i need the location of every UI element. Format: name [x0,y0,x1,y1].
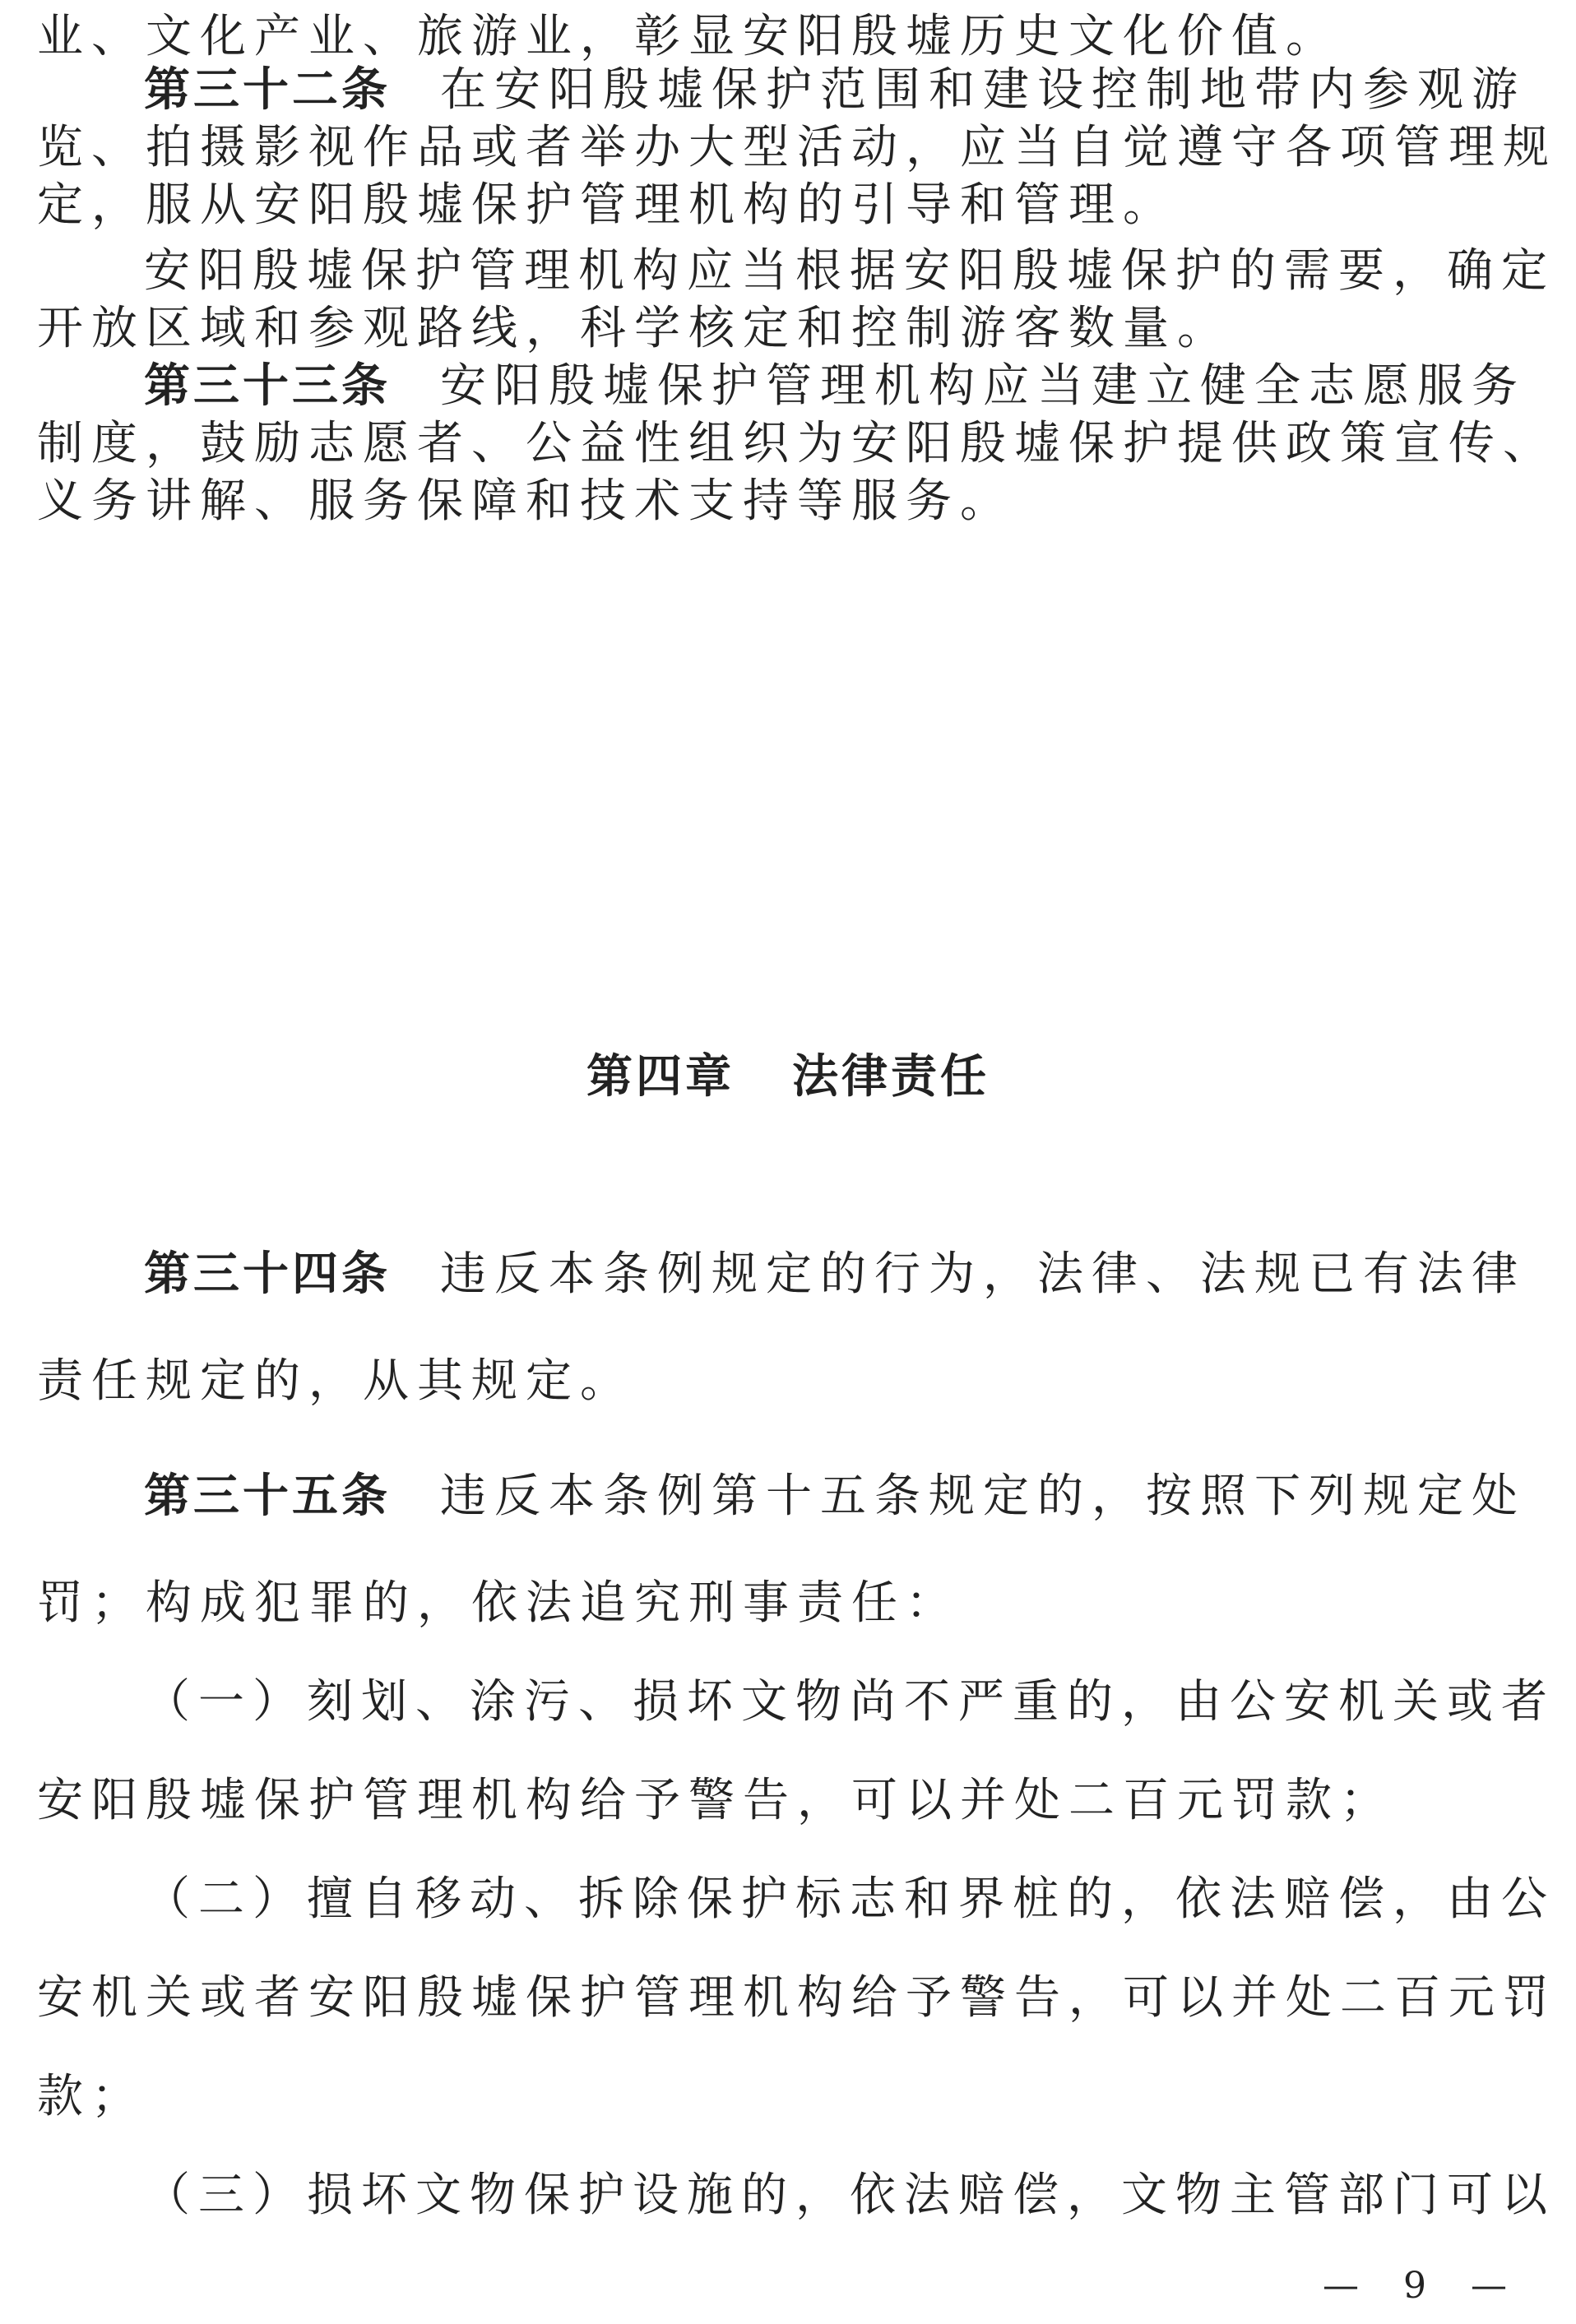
line-text: 罚；构成犯罪的，依法追究刑事责任： [37,1576,960,1630]
line-text: 安机关或者安阳殷墟保护管理机构给予警告，可以并处二百元罚 [37,1971,1557,2025]
paragraph-line [37,1349,1542,1414]
article-title-32: 第三十二条 [144,63,391,117]
line-text: 览、拍摄影视作品或者举办大型活动，应当自觉遵守各项管理规 [37,121,1557,174]
line-text: 在安阳殷墟保护范围和建设控制地带内参观游 [440,63,1526,117]
line-text: 业、文化产业、旅游业，彰显安阳殷墟历史文化价值。 [37,10,1340,63]
article-34-line [144,1242,1542,1308]
line-text: 责任规定的，从其规定。 [37,1354,634,1408]
line-text: 制度，鼓励志愿者、公益性组织为安阳殷墟保护提供政策宣传、 [37,417,1557,470]
clause-1-line [144,1669,1555,1735]
line-text: （一）刻划、涂污、损坏文物尚不严重的，由公安机关或者 [144,1675,1555,1729]
article-title-35: 第三十五条 [144,1470,391,1523]
paragraph-line [37,296,1542,362]
line-text: 定，服从安阳殷墟保护管理机构的引导和管理。 [37,178,1177,232]
page-number: — 9 — [1323,2265,1523,2307]
line-text: 安阳殷墟保护管理机构应当建立健全志愿服务 [440,359,1526,413]
paragraph-line [37,1768,1542,1834]
chapter-heading [0,1044,1576,1110]
article-32-line [144,58,1542,123]
paragraph-line [37,1571,1542,1637]
line-text: （三）损坏文物保护设施的，依法赔偿，文物主管部门可以 [144,2169,1555,2222]
clause-3-line [144,2163,1555,2229]
chapter-number: 第四章 [586,1050,735,1104]
article-title-33: 第三十三条 [144,359,391,413]
paragraph-line [37,411,1557,477]
line-text: （二）擅自移动、拆除保护标志和界桩的，依法赔偿，由公 [144,1873,1555,1926]
clause-2-line [144,1867,1555,1933]
chapter-title: 法律责任 [792,1050,990,1104]
article-title-34: 第三十四条 [144,1248,391,1301]
line-text: 开放区域和参观路线，科学核定和控制游客数量。 [37,302,1231,355]
line-text: 义务讲解、服务保障和技术支持等服务。 [37,475,1014,528]
paragraph-line [37,115,1557,181]
paragraph-line [37,469,1542,535]
paragraph-line [37,2064,1542,2130]
paragraph-line [144,238,1555,304]
article-33-line [144,354,1542,419]
line-text: 款； [37,2070,146,2123]
paragraph-line [37,1965,1557,2031]
line-text: 违反本条例规定的行为，法律、法规已有法律 [440,1248,1526,1301]
paragraph-line [37,173,1542,238]
line-text: 安阳殷墟保护管理机构应当根据安阳殷墟保护的需要，确定 [144,244,1555,298]
line-text: 安阳殷墟保护管理机构给予警告，可以并处二百元罚款； [37,1774,1394,1827]
article-35-line [144,1464,1542,1530]
line-text: 违反本条例第十五条规定的，按照下列规定处 [440,1470,1526,1523]
